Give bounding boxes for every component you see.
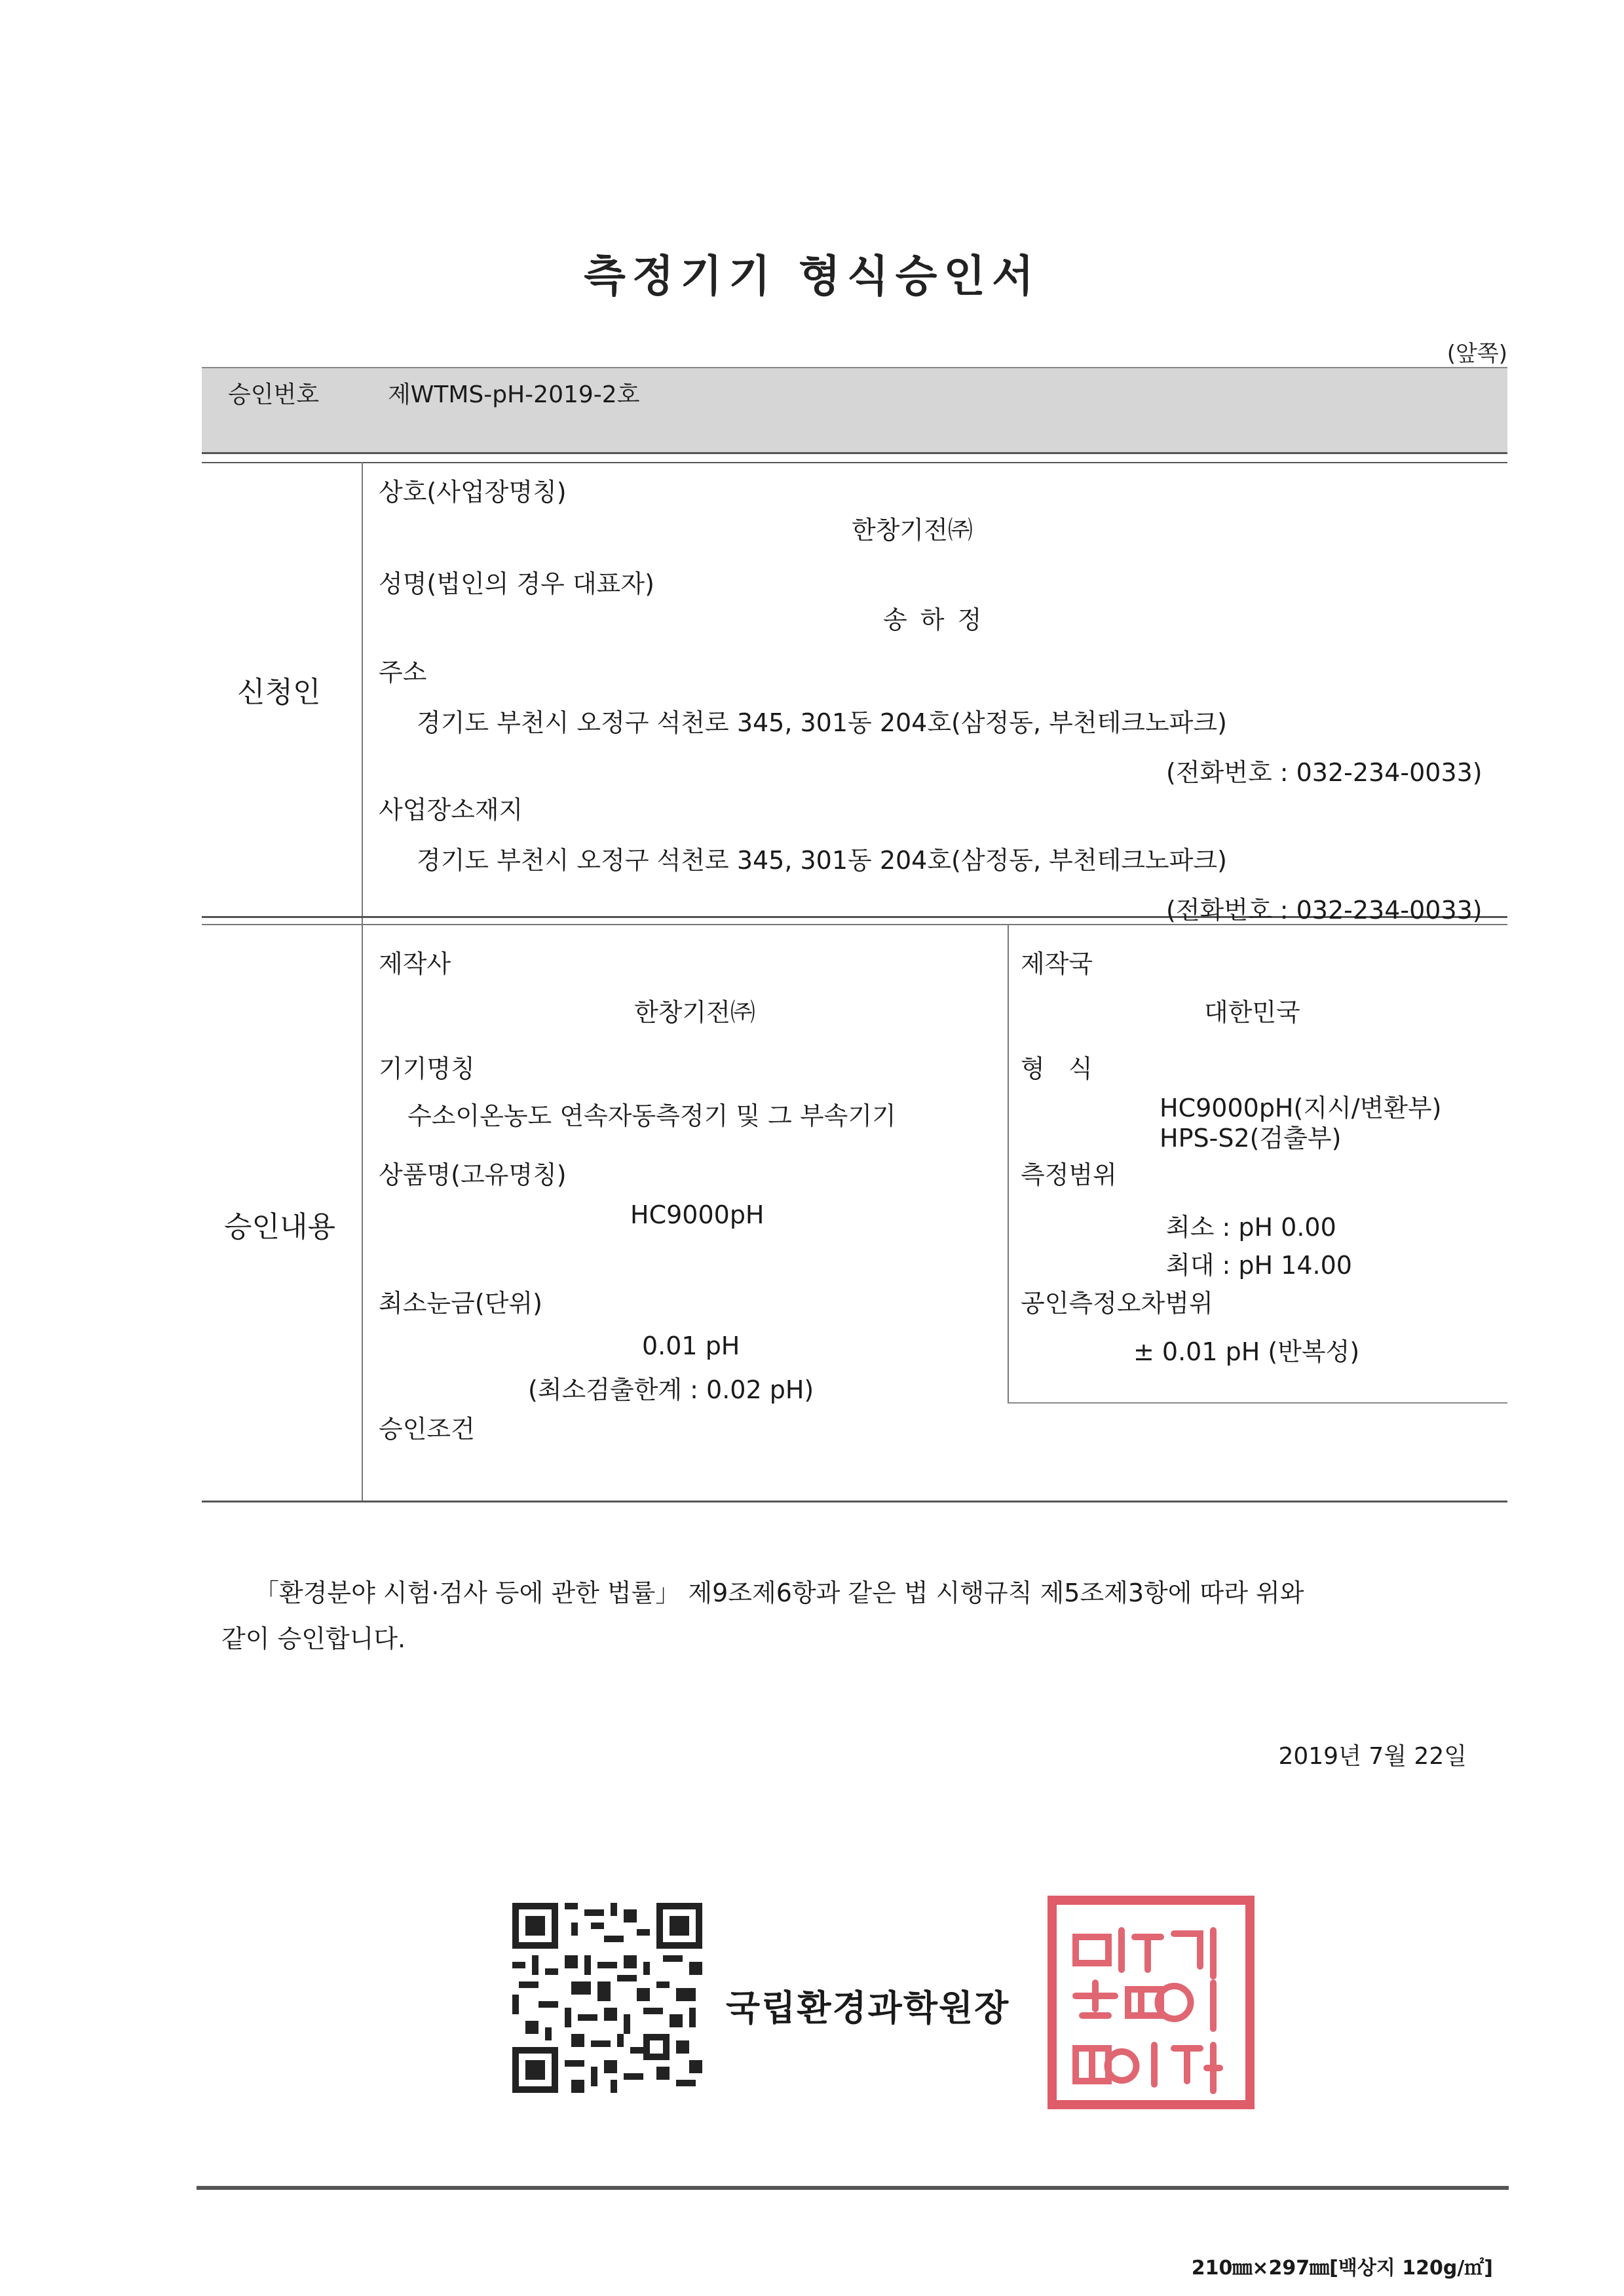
error-value: ± 0.01 pH (반복성) xyxy=(1133,1337,1360,1366)
applicant-divider xyxy=(362,462,363,924)
site-label: 사업장소재지 xyxy=(379,795,523,824)
content-bottom-border xyxy=(202,1501,1507,1502)
device-label: 기기명칭 xyxy=(379,1054,475,1083)
qr-code xyxy=(512,1903,702,2093)
type-label: 형 식 xyxy=(1021,1054,1093,1083)
content-divider xyxy=(362,924,363,1501)
company-value: 한창기전㈜ xyxy=(852,516,973,545)
applicant-section-label: 신청인 xyxy=(237,676,321,709)
official-seal xyxy=(1043,1891,1259,2114)
address-label: 주소 xyxy=(379,658,427,687)
content-mid-divider xyxy=(1008,924,1009,1402)
approval-number-label: 승인번호 xyxy=(228,381,320,408)
representative-value: 송 하 정 xyxy=(883,605,985,634)
type-value-2: HPS-S2(검출부) xyxy=(1160,1124,1342,1153)
footer-rule xyxy=(197,2186,1509,2190)
error-label: 공인측정오차범위 xyxy=(1021,1289,1213,1318)
content-right-bottom xyxy=(1008,1402,1507,1404)
statute-line-2: 같이 승인합니다. xyxy=(221,1624,406,1653)
statute-line-1: 「환경분야 시험·검사 등에 관한 법률」 제9조제6항과 같은 법 시행규칙 제5조제3항에 따라 위와 xyxy=(254,1578,1304,1607)
condition-label: 승인조건 xyxy=(379,1415,475,1444)
range-max: 최대 : pH 14.00 xyxy=(1166,1251,1352,1280)
document-title: 측정기기 형식승인서 xyxy=(584,251,1040,301)
paper-spec: 210㎜×297㎜[백상지 120g/㎡] xyxy=(1191,2257,1493,2280)
scale-value: 0.01 pH xyxy=(642,1331,740,1360)
issuer-name: 국립환경과학원장 xyxy=(726,1987,1010,2029)
maker-value: 한창기전㈜ xyxy=(634,998,755,1027)
type-value-1: HC9000pH(지시/변환부) xyxy=(1160,1094,1442,1122)
applicant-top-border xyxy=(202,462,1507,463)
approval-number-value: 제WTMS-pH-2019-2호 xyxy=(388,381,640,408)
product-label: 상품명(고유명칭) xyxy=(379,1160,567,1189)
address-phone: (전화번호 : 032-234-0033) xyxy=(1166,758,1482,787)
scale-label: 최소눈금(단위) xyxy=(379,1289,542,1318)
company-label: 상호(사업장명칭) xyxy=(379,478,567,507)
range-min: 최소 : pH 0.00 xyxy=(1166,1213,1336,1242)
address-value: 경기도 부천시 오정구 석천로 345, 301동 204호(삼정동, 부천테크노파크) xyxy=(417,708,1227,737)
site-phone: (전화번호 : 032-234-0033) xyxy=(1166,896,1482,925)
content-section-label: 승인내용 xyxy=(224,1210,336,1244)
country-value: 대한민국 xyxy=(1204,998,1300,1027)
range-label: 측정범위 xyxy=(1021,1160,1117,1189)
scale-detection: (최소검출한계 : 0.02 pH) xyxy=(528,1375,814,1404)
issue-date: 2019년 7월 22일 xyxy=(1278,1743,1467,1770)
country-label: 제작국 xyxy=(1021,949,1093,978)
site-value: 경기도 부천시 오정구 석천로 345, 301동 204호(삼정동, 부천테크노파크) xyxy=(417,846,1227,875)
page-side-label: (앞쪽) xyxy=(1446,341,1507,367)
device-value: 수소이온농도 연속자동측정기 및 그 부속기기 xyxy=(407,1101,896,1130)
product-value: HC9000pH xyxy=(630,1200,765,1229)
maker-label: 제작사 xyxy=(379,949,451,978)
representative-label: 성명(법인의 경우 대표자) xyxy=(379,569,654,598)
